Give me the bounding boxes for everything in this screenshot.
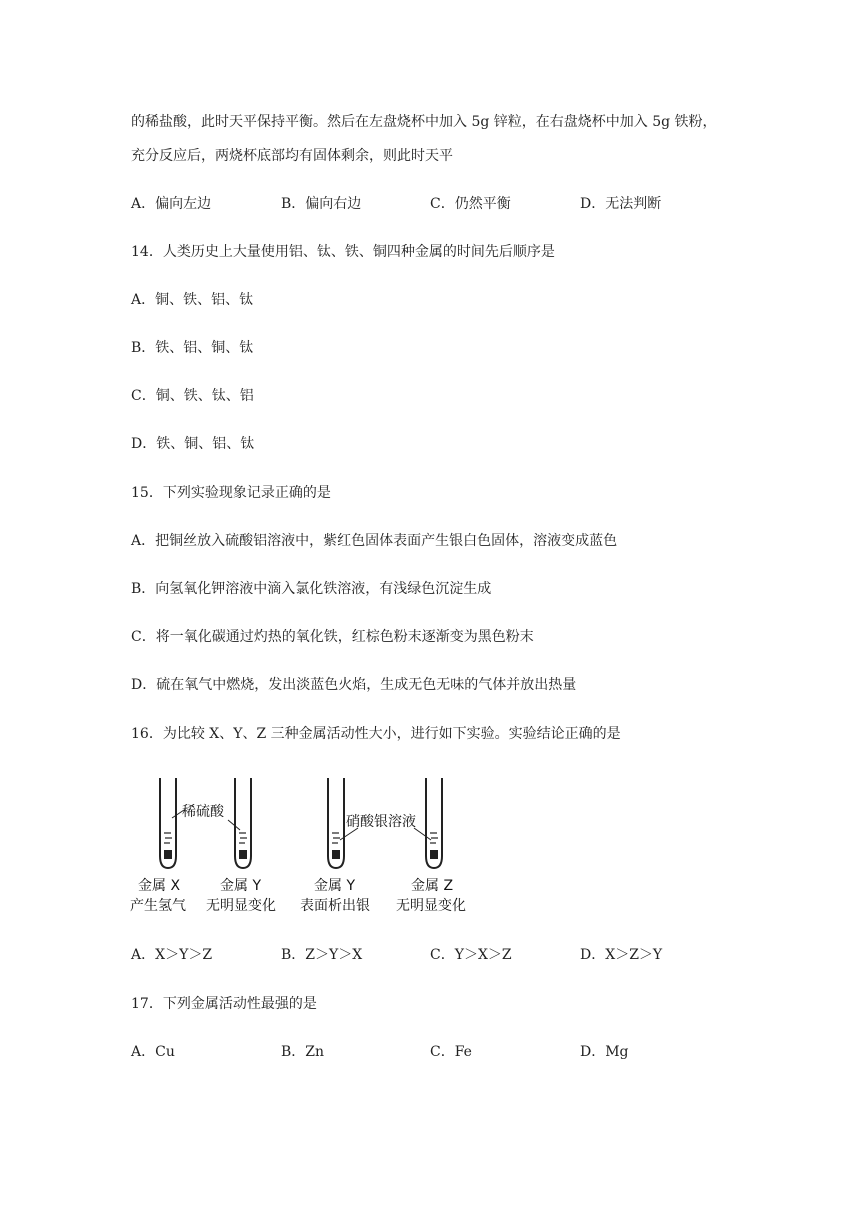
q15-option-c: C．将一氧化碳通过灼热的氧化铁，红棕色粉末逐渐变为黑色粉末 xyxy=(131,629,534,645)
reagent-label-dilute-sulfuric-acid: 稀硫酸 xyxy=(182,804,224,820)
test-tube-y2 xyxy=(328,778,344,868)
q15-option-a: A．把铜丝放入硫酸铝溶液中，紫红色固体表面产生银白色固体，溶液变成蓝色 xyxy=(131,533,618,549)
leader-line xyxy=(414,828,431,840)
result-label-z: 无明显变化 xyxy=(396,898,466,914)
q17-stem: 17．下列金属活动性最强的是 xyxy=(131,996,317,1012)
test-tube-y1 xyxy=(235,778,251,868)
result-label-x: 产生氢气 xyxy=(130,898,186,914)
q14-option-c: C．铜、铁、钛、铝 xyxy=(131,388,254,404)
reagent-label-silver-nitrate: 硝酸银溶液 xyxy=(346,814,416,830)
metal-label-y2: 金属 Y xyxy=(314,878,356,894)
q16-option-a: A．X＞Y＞Z xyxy=(131,947,213,963)
q17-option-a: A．Cu xyxy=(131,1044,175,1060)
result-label-y1: 无明显变化 xyxy=(206,898,276,914)
q13-text-line2: 充分反应后，两烧杯底部均有固体剩余，则此时天平 xyxy=(131,148,453,164)
q13-option-b: B．偏向右边 xyxy=(281,196,362,212)
q15-option-d: D．硫在氧气中燃烧，发出淡蓝色火焰，生成无色无味的气体并放出热量 xyxy=(131,677,577,693)
q16-stem: 16．为比较 X、Y、Z 三种金属活动性大小，进行如下实验。实验结论正确的是 xyxy=(131,726,621,742)
q16-option-d: D．X＞Z＞Y xyxy=(580,947,663,963)
q14-option-d: D．铁、铜、铝、钛 xyxy=(131,436,255,452)
q13-option-c: C．仍然平衡 xyxy=(430,196,511,212)
q13-option-d: D．无法判断 xyxy=(580,196,662,212)
q15-stem: 15．下列实验现象记录正确的是 xyxy=(131,485,331,501)
q13-option-a: A．偏向左边 xyxy=(131,196,212,212)
q14-option-b: B．铁、铝、铜、钛 xyxy=(131,340,254,356)
q14-stem: 14．人类历史上大量使用铝、钛、铁、铜四种金属的时间先后顺序是 xyxy=(131,244,555,260)
test-tube-z xyxy=(426,778,442,868)
q17-option-b: B．Zn xyxy=(281,1044,325,1060)
q16-option-b: B．Z＞Y＞X xyxy=(281,947,363,963)
q17-option-c: C．Fe xyxy=(430,1044,472,1060)
metal-label-z: 金属 Z xyxy=(411,878,454,894)
test-tube-figure xyxy=(128,770,488,920)
result-label-y2: 表面析出银 xyxy=(300,898,370,914)
q17-option-d: D．Mg xyxy=(580,1044,629,1060)
metal-label-y1: 金属 Y xyxy=(220,878,262,894)
test-tube-diagram xyxy=(128,770,488,920)
q15-option-b: B．向氢氧化钾溶液中滴入氯化铁溶液，有浅绿色沉淀生成 xyxy=(131,581,492,597)
q14-option-a: A．铜、铁、铝、钛 xyxy=(131,292,254,308)
q13-text-line1: 的稀盐酸，此时天平保持平衡。然后在左盘烧杯中加入 5g 锌粒，在右盘烧杯中加入 5g 铁粉， xyxy=(131,114,717,130)
q16-option-c: C．Y＞X＞Z xyxy=(430,947,512,963)
metal-label-x: 金属 X xyxy=(138,878,181,894)
test-tube-x xyxy=(160,778,176,868)
